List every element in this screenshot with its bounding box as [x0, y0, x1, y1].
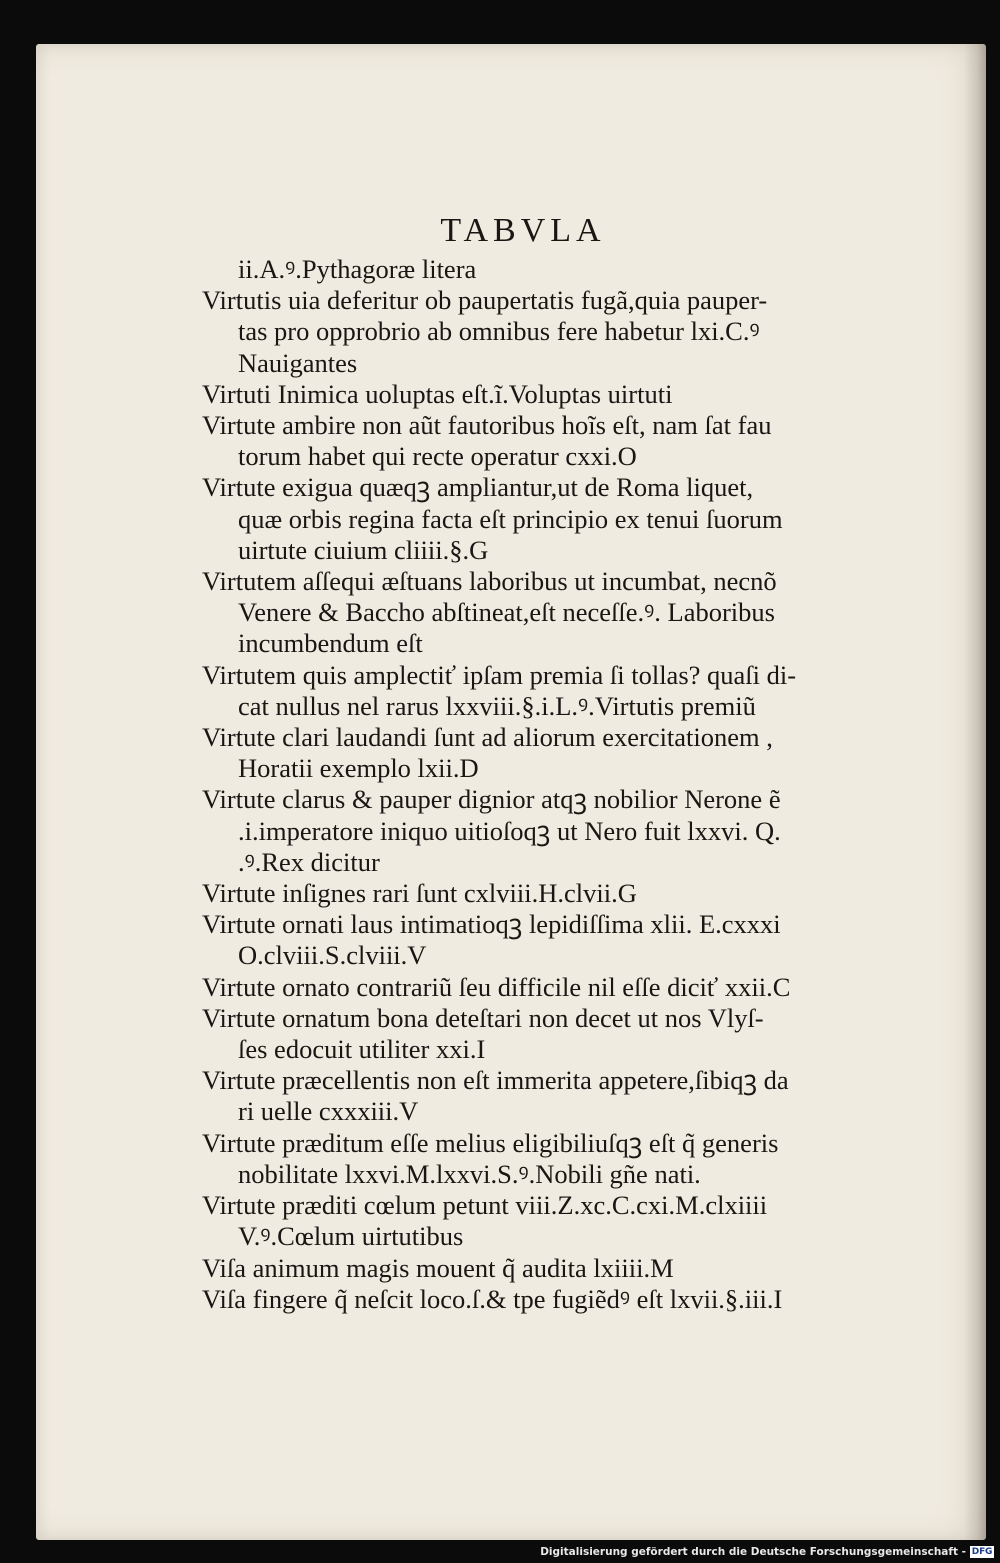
credit-text: Digitalisierung gefördert durch die Deutsche Forschungsgemeinschaft -	[540, 1546, 966, 1558]
index-line: tas pro opprobrio ab omnibus fere habetur lxi.C.ꝰ	[238, 316, 760, 347]
index-line: Virtute inſignes rari ſunt cxlviii.H.clvii.G	[202, 878, 637, 909]
index-line: Virtute ornatum bona deteſtari non decet ut nos Vlyſ-	[202, 1002, 764, 1033]
index-line: Virtute ambire non aũt fautoribus hoĩs eſt, nam ſat fau	[202, 410, 772, 441]
index-line: Virtute clari laudandi ſunt ad aliorum exercitationem ,	[202, 722, 773, 753]
index-line: Virtute ornati laus intimatioqꝫ lepidiſſima xlii. E.cxxxi	[202, 909, 781, 940]
index-line: cat nullus nel rarus lxxviii.§.i.L.ꝰ.Virtutis premiũ	[238, 690, 756, 721]
index-line: Virtutem quis amplectiť ipſam premia ſi tollas? quaſi di-	[202, 659, 797, 690]
index-line: O.clviii.S.clviii.V	[238, 940, 427, 971]
index-line: uirtute ciuium cliiii.§.G	[238, 534, 489, 565]
index-line: Venere & Baccho abſtineat,eſt neceſſe.ꝰ. Laboribus	[238, 597, 775, 628]
index-line: ii.A.ꝰ.Pythagoræ litera	[238, 254, 477, 284]
index-line: Virtutem aſſequi æſtuans laboribus ut incumbat, necnõ	[202, 566, 777, 597]
index-line: Virtute præcellentis non eſt immerita appetere,ſibiqꝫ da	[202, 1065, 789, 1096]
index-line: incumbendum eſt	[238, 628, 423, 659]
index-line: Horatii exemplo lxii.D	[238, 753, 479, 784]
index-line: torum habet qui recte operatur cxxi.O	[238, 441, 637, 472]
index-line: Virtute præditi cœlum petunt viii.Z.xc.C.cxi.M.clxiiii	[202, 1190, 768, 1221]
index-line: Viſa fingere q̃ neſcit loco.ſ.& tpe fugiẽdꝰ eſt lxvii.§.iii.I	[202, 1283, 783, 1314]
index-line: Virtute præditum eſſe melius eligibiliuſqꝫ eſt q̃ generis	[202, 1127, 779, 1158]
index-line: nobilitate lxxvi.M.lxxvi.S.ꝰ.Nobili gñe nati.	[238, 1158, 701, 1189]
index-line: Virtute ornato contrariũ ſeu difficile nil eſſe diciť xxii.C	[202, 971, 791, 1002]
index-line: V.ꝰ.Cœlum uirtutibus	[238, 1221, 464, 1252]
index-line: .ꝰ.Rex dicitur	[238, 846, 380, 877]
index-line: ri uelle cxxxiii.V	[238, 1096, 419, 1127]
book-page	[36, 44, 986, 1540]
index-line: Virtute exigua quæqꝫ ampliantur,ut de Roma liquet,	[202, 472, 754, 503]
digitization-credit	[540, 1545, 994, 1559]
index-line: Nauigantes	[238, 347, 358, 378]
index-line: Viſa animum magis mouent q̃ audita lxiiii.M	[202, 1252, 674, 1283]
index-line: Virtute clarus & pauper dignior atqꝫ nobilior Nerone ẽ	[202, 784, 781, 815]
page-edge-shadow	[964, 44, 986, 1540]
dfg-logo-icon: DFG	[971, 1547, 993, 1557]
index-line: .i.imperatore iniquo uitioſoqꝫ ut Nero fuit lxxvi. Q.	[238, 815, 781, 846]
page-heading: TABVLA	[440, 212, 606, 249]
index-line: ſes edocuit utiliter xxi.I	[238, 1034, 486, 1065]
index-line: Virtuti Inimica uoluptas eſt.ĩ.Voluptas uirtuti	[202, 378, 673, 409]
index-entries	[202, 254, 934, 1315]
index-line: quæ orbis regina facta eſt principio ex tenui ſuorum	[238, 503, 783, 534]
index-line: Virtutis uia deferitur ob paupertatis fugã,quia pauper-	[202, 285, 768, 316]
